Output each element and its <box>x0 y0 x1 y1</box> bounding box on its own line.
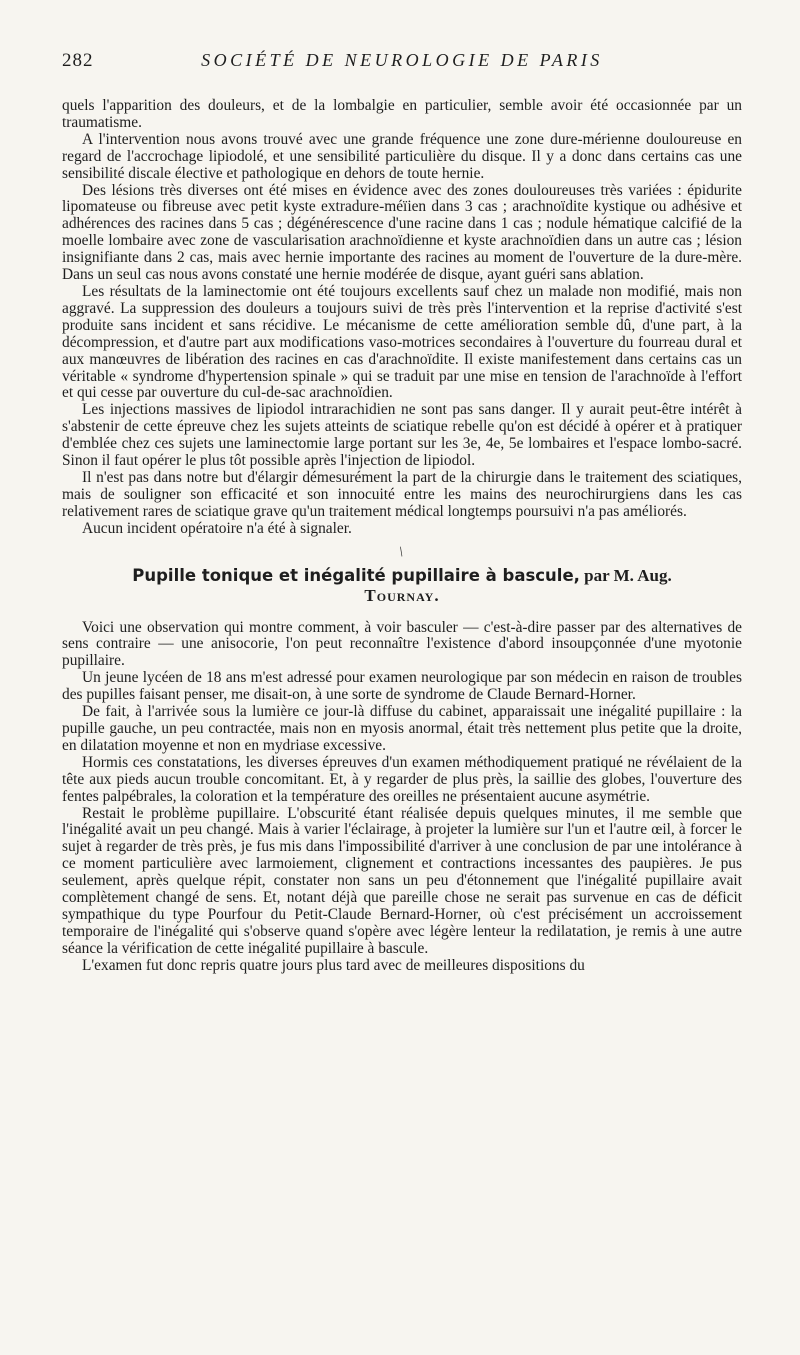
article-title: Pupille tonique et inégalité pupillaire à bascule, <box>132 565 580 585</box>
paragraph: L'examen fut donc repris quatre jours plus tard avec de meilleures dispositions du <box>82 956 585 974</box>
article-byline: par M. Aug. <box>584 565 672 585</box>
paragraph: Aucun incident opératoire n'a été à signaler. <box>82 519 352 537</box>
article-body <box>62 620 742 975</box>
paragraph: De fait, à l'arrivée sous la lumière ce jour-là diffuse du cabinet, apparaissait une inégalité pupillaire : la pupille gauche, un peu contractée, mais non en myosis anormal, était très nettement plus petite que la droite, en dilatation moyenne et non en mydriase excessive. <box>62 703 742 754</box>
paragraph: Restait le problème pupillaire. L'obscurité étant réalisée depuis quelques minutes, il me semble que l'inégalité avait un peu changé. Mais à varier l'éclairage, à projeter la lumière sur l'un et l'autre œil, à forcer le sujet à regarder de très près, je fus mis dans l'impossibilité d'arriver à une conclusion de par une intolérance à ce moment particulière avec larmoiement, clignement et contractions incessantes des paupières. Je pus seulement, après quelque répit, constater non sans un peu d'étonnement que l'inégalité pupillaire avait complètement changé de sens. Et, notant déjà que pareille chose ne serait pas survenue en cas de déficit sympathique du type Pourfour du Petit-Claude Bernard-Horner, où c'est précisément un accroissement temporaire de l'inégalité qui s'observe quand s'opère avec légère lenteur la redilatation, je remis à une autre séance la vérification de cette inégalité pupillaire à bascule. <box>62 804 742 957</box>
page-body <box>62 98 742 975</box>
paragraph: Il n'est pas dans notre but d'élargir démesurément la part de la chirurgie dans le traitement des sciatiques, mais de souligner son efficacité et son innocuité entre les mains des neurochirurgiens dans les cas relativement rares de sciatique grave qu'un traitement médical longtemps poursuivi n'a pas améliorés. <box>62 468 742 520</box>
paragraph: Un jeune lycéen de 18 ans m'est adressé pour examen neurologique par son médecin en raison de troubles des pupilles faisant penser, me disait-on, à une sorte de syndrome de Claude Bernard-Horner. <box>62 669 742 704</box>
running-head <box>62 50 742 78</box>
journal-title: SOCIÉTÉ DE NEUROLOGIE DE PARIS <box>201 50 603 70</box>
paragraph: quels l'apparition des douleurs, et de la lombalgie en particulier, semble avoir été occasionnée par un traumatisme. <box>62 97 742 131</box>
paragraph: Des lésions très diverses ont été mises en évidence avec des zones douloureuses très variées : épidurite lipomateuse ou fibreuse avec petit kyste extradure-méïien dans 3 cas ; arachnoïdite kystique ou adhésive et adhérences des racines dans 5 cas ; dégénérescence d'une racine dans 1 cas ; nodule hématique calcifié de la moelle lombaire avec zone de vascularisation arachnoïdienne et kyste arachnoïdien dans un autre cas ; lésion insignifiante dans 2 cas, mais avec hernie importante des racines au moment de l'ouverture de la dure-mère. Dans un seul cas nous avons constaté une hernie modérée de disque, ayant guéri sans ablation. <box>62 181 742 284</box>
paragraph: Les résultats de la laminectomie ont été toujours excellents sauf chez un malade non modifié, mais non aggravé. La suppression des douleurs a toujours suivi de très près l'intervention et la reprise d'activité s'est produite sans incident et sans récidive. Le mécanisme de cette amélioration semble dû, d'une part, à la décompression, et d'autre part aux modifications vaso-motrices secondaires à l'ouverture du fourreau dural et aux manœuvres de libération des racines en cas d'arachnoïdite. Il existe manifestement dans certains cas un véritable « syndrome d'hypertension spinale » qui se traduit par une mise en tension de l'arachnoïde à l'effort et qui cesse par ouverture du cul-de-sac arachnoïdien. <box>62 282 742 402</box>
paragraph: Hormis ces constatations, les diverses épreuves d'un examen méthodiquement pratiqué ne révélaient de la tête aux pieds aucun trouble concomitant. Et, à y regarder de plus près, la saillie des globes, l'ouverture des fentes palpébrales, la coloration et la température des oreilles ne présentaient aucune asymétrie. <box>62 753 742 805</box>
paragraph: Voici une observation qui montre comment, à voir basculer — c'est-à-dire passer par des alternatives de sens contraire — une anisocorie, l'on peut reconnaître l'existence d'abord insoupçonnée d'une myotonie pupillaire. <box>62 618 742 670</box>
page-number: 282 <box>62 50 94 71</box>
paragraph: A l'intervention nous avons trouvé avec une grande fréquence une zone dure-mérienne douloureuse en regard de l'accrochage lipiodolé, et une sensibilité particulière du disque. Il y a donc dans certains cas une sensibilité discale élective et pathologique en dehors de toute hernie. <box>62 130 742 182</box>
previous-article-conclusion <box>62 98 742 538</box>
article-heading <box>62 566 742 606</box>
article-author: Tournay. <box>364 585 440 605</box>
section-separator <box>62 544 742 562</box>
paragraph: Les injections massives de lipiodol intrarachidien ne sont pas sans danger. Il y aurait peut-être intérêt à s'abstenir de cette épreuve chez les sujets atteints de sciatique rebelle qu'on est décidé à opérer et à pratiquer d'emblée chez ces sujets une laminectomie large portant sur les 3e, 4e, 5e lombaires et l'espace lombo-sacré. Sinon il faut opérer le plus tôt possible après l'injection de lipiodol. <box>62 401 742 470</box>
separator-mark: / <box>396 544 407 560</box>
